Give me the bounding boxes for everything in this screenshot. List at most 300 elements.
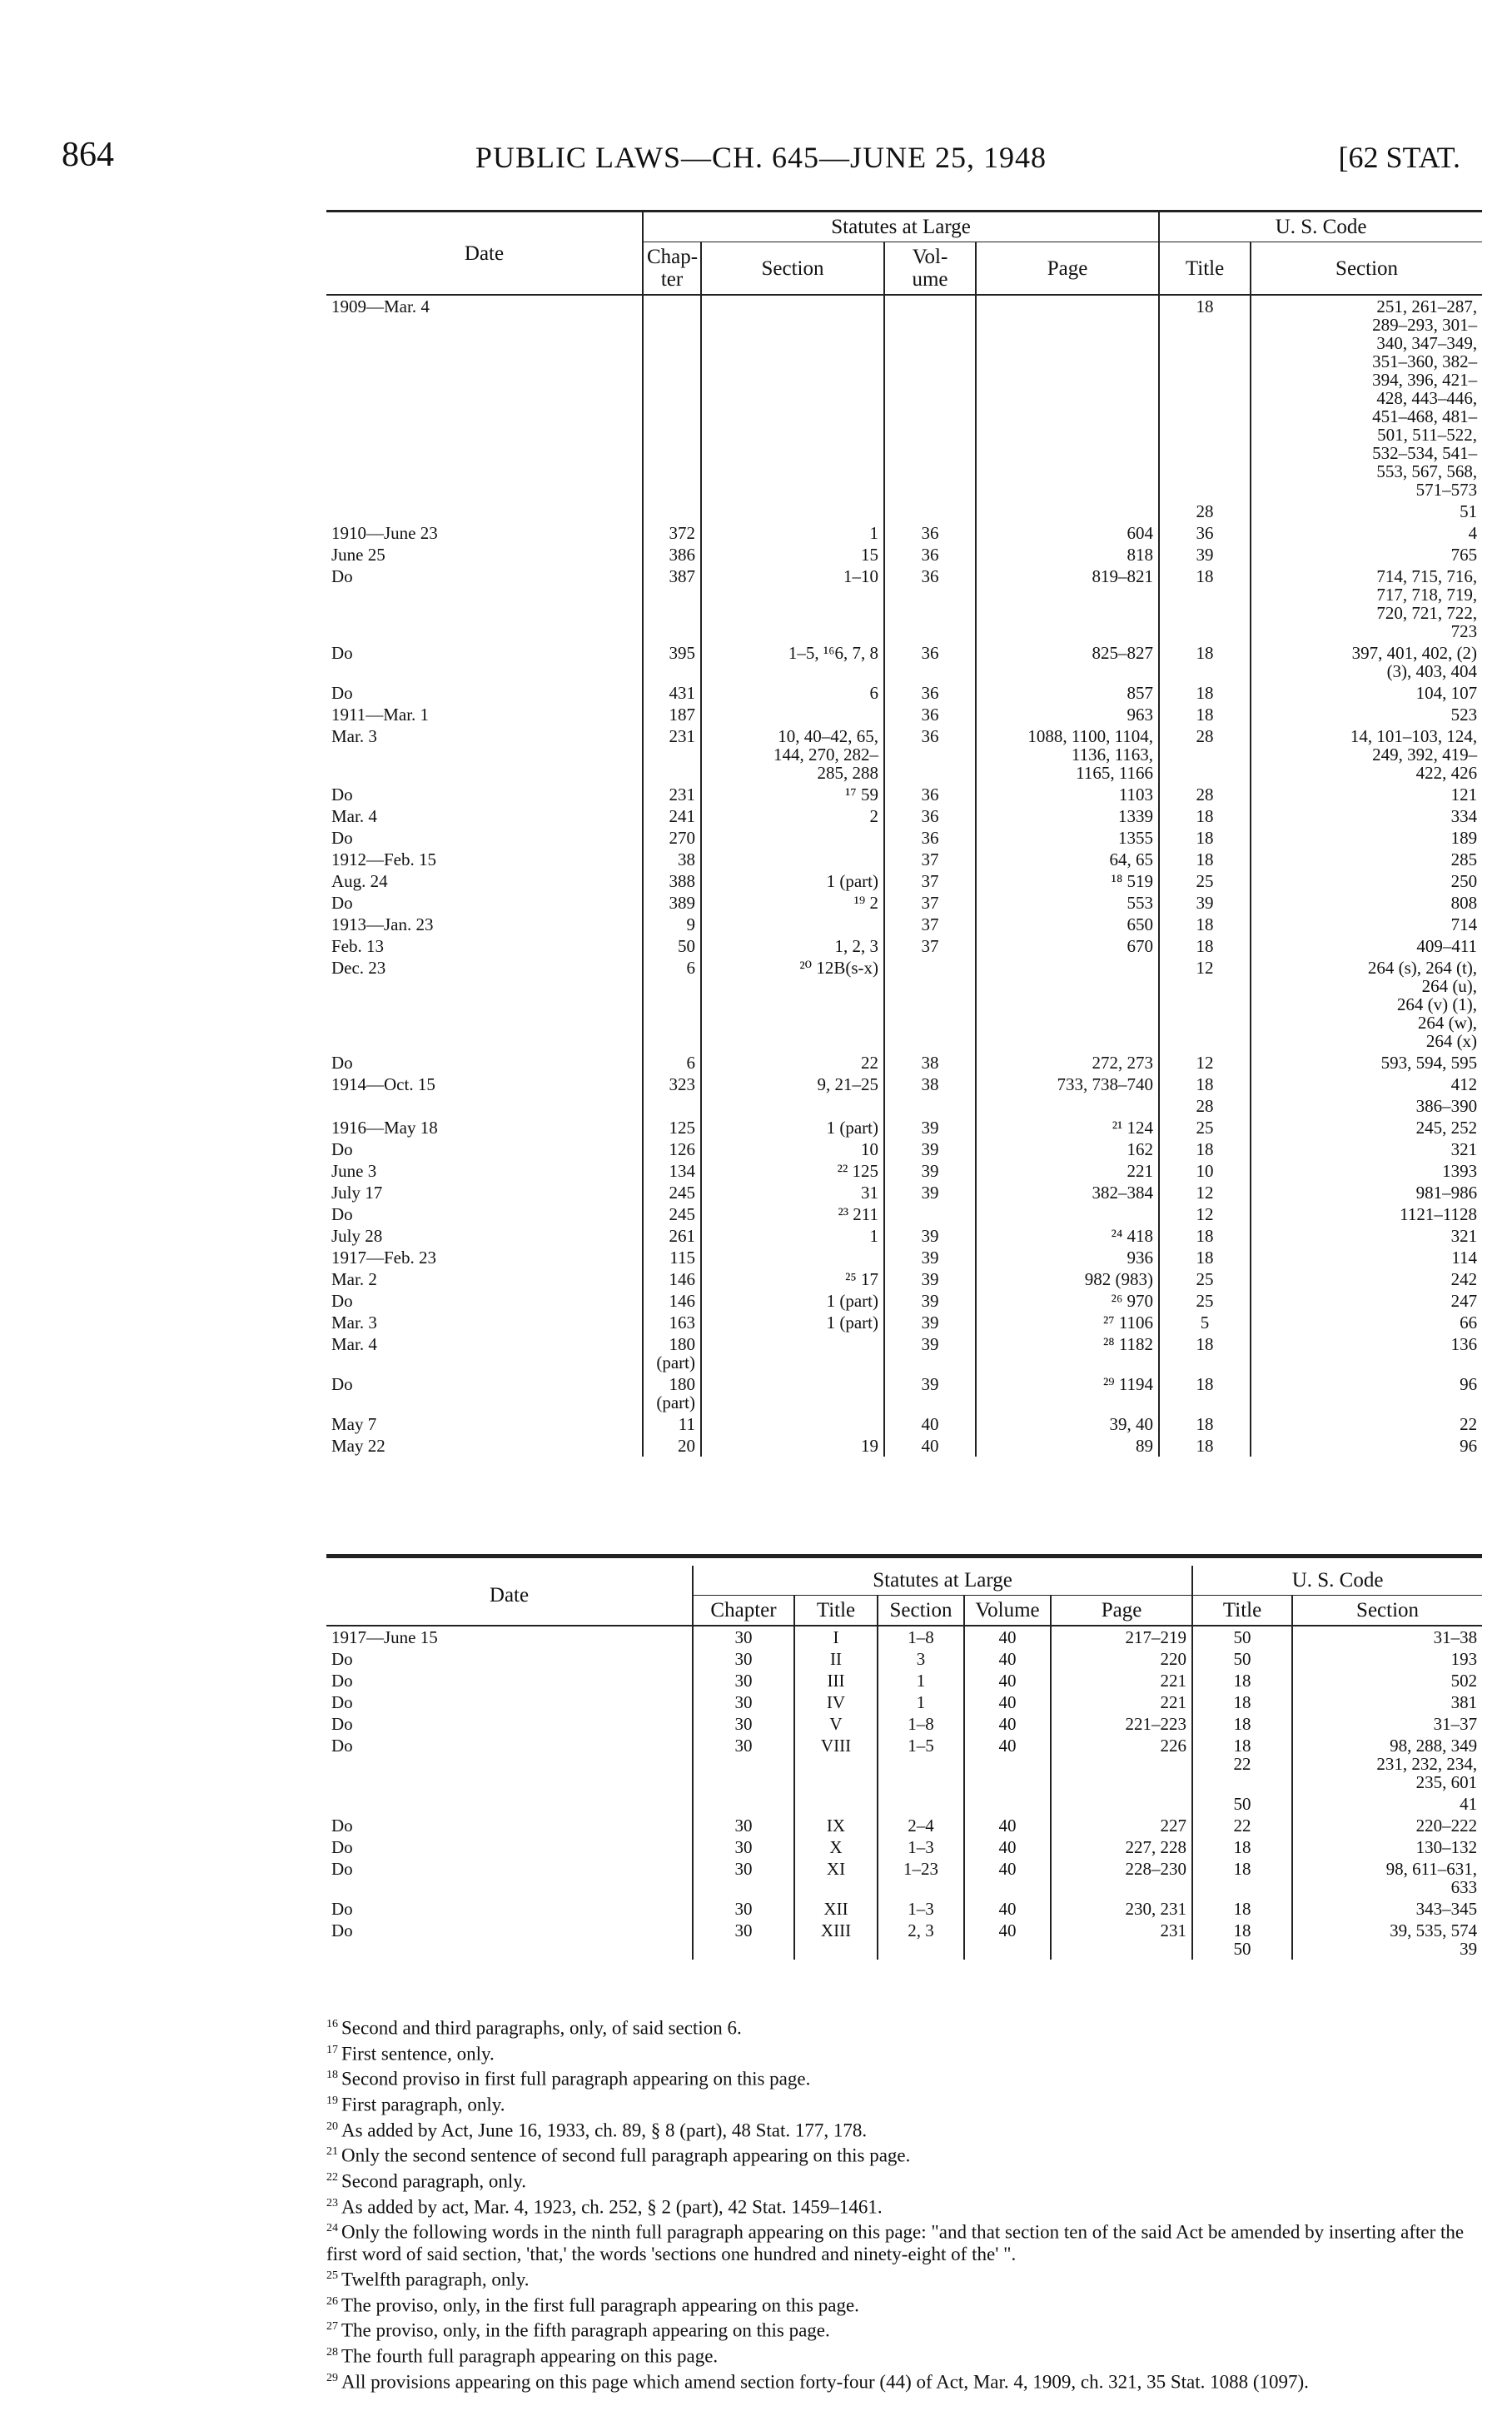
title-cell: 5 — [1159, 1312, 1251, 1333]
footnote-number: 27 — [326, 2320, 338, 2334]
volume-cell — [884, 295, 976, 501]
section-cell — [701, 827, 884, 849]
page-cell — [976, 1095, 1159, 1117]
date-cell: 1916—May 18 — [331, 1118, 438, 1138]
statutes-table-2-body — [326, 1626, 1482, 1960]
header-us-code: U. S. Code — [1159, 212, 1482, 242]
code-section-cell: 220–222 — [1292, 1815, 1482, 1836]
code-section-cell: 409–411 — [1251, 935, 1482, 957]
footnote-text: The fourth full paragraph appearing on this page. — [341, 2345, 719, 2367]
table-row — [326, 914, 1482, 935]
chapter-cell: 30 — [693, 1670, 794, 1691]
page-cell — [976, 957, 1159, 1052]
date-cell — [326, 1793, 693, 1815]
footnote — [326, 2065, 1484, 2090]
footnote — [326, 2090, 1484, 2116]
footnote-text: Second paragraph, only. — [341, 2170, 527, 2192]
table-row — [326, 1138, 1482, 1160]
table-row — [326, 1225, 1482, 1247]
page-cell: 230, 231 — [1051, 1898, 1192, 1920]
section-cell: 2 — [701, 805, 884, 827]
table-row — [326, 957, 1482, 1052]
page-cell: 227, 228 — [1051, 1836, 1192, 1858]
table-row — [326, 935, 1482, 957]
table-divider — [326, 1554, 1482, 1558]
table-row — [326, 544, 1482, 565]
date-cell: 1909—Mar. 4 — [331, 296, 430, 316]
page-cell: 936 — [976, 1247, 1159, 1268]
table-row — [326, 892, 1482, 914]
code-title-cell: 18 — [1192, 1836, 1292, 1858]
section-cell: 2, 3 — [878, 1920, 964, 1960]
title-cell: 18 — [1159, 1074, 1251, 1095]
code-section-cell: 334 — [1251, 805, 1482, 827]
page-number: 864 — [62, 136, 114, 174]
code-section-cell: 39, 535, 574 39 — [1292, 1920, 1482, 1960]
date-cell: Mar. 4 — [331, 1334, 377, 1354]
section-cell: ²⁰ 12B(s-x) — [701, 957, 884, 1052]
table-row — [326, 805, 1482, 827]
code-section-cell: 1121–1128 — [1251, 1203, 1482, 1225]
section-cell: 10, 40–42, 65, 144, 270, 282– 285, 288 — [701, 725, 884, 784]
title-cell: II — [794, 1648, 878, 1670]
page-cell — [1051, 1793, 1192, 1815]
code-title-cell: 50 — [1192, 1648, 1292, 1670]
footnote — [326, 2342, 1484, 2368]
title-cell: 18 — [1159, 565, 1251, 642]
page-cell: 553 — [976, 892, 1159, 914]
code-section-cell: 1393 — [1251, 1160, 1482, 1182]
page-cell: 382–384 — [976, 1182, 1159, 1203]
code-section-cell: 412 — [1251, 1074, 1482, 1095]
date-cell: Do — [331, 1053, 353, 1073]
chapter-cell: 270 — [643, 827, 701, 849]
title-cell: 18 — [1159, 1247, 1251, 1268]
section-cell: 1 (part) — [701, 1117, 884, 1138]
section-cell: 1 (part) — [701, 870, 884, 892]
header-title: Title — [794, 1596, 878, 1626]
code-section-cell: 381 — [1292, 1691, 1482, 1713]
page-cell: 228–230 — [1051, 1858, 1192, 1898]
chapter-cell: 6 — [643, 957, 701, 1052]
chapter-cell: 125 — [643, 1117, 701, 1138]
chapter-cell: 231 — [643, 784, 701, 805]
volume-cell: 40 — [884, 1435, 976, 1457]
chapter-cell: 387 — [643, 565, 701, 642]
footnote-text: Second and third paragraphs, only, of said section 6. — [341, 2017, 742, 2039]
footnote — [326, 2193, 1484, 2219]
chapter-cell: 187 — [643, 704, 701, 725]
table-row — [326, 725, 1482, 784]
code-section-cell: 22 — [1251, 1413, 1482, 1435]
date-cell: Do — [331, 1859, 353, 1879]
table-row — [326, 1074, 1482, 1095]
chapter-cell: 180 (part) — [643, 1333, 701, 1373]
date-cell: 1911—Mar. 1 — [331, 705, 430, 725]
chapter-cell: 146 — [643, 1268, 701, 1290]
chapter-cell: 241 — [643, 805, 701, 827]
section-cell: 1–5, ¹⁶6, 7, 8 — [701, 642, 884, 682]
footnote-number: 29 — [326, 2371, 338, 2384]
chapter-cell: 389 — [643, 892, 701, 914]
date-cell: July 17 — [331, 1183, 383, 1203]
code-section-cell: 66 — [1251, 1312, 1482, 1333]
footnote-number: 23 — [326, 2196, 338, 2209]
volume-cell — [964, 1793, 1051, 1815]
code-section-cell: 136 — [1251, 1333, 1482, 1373]
footnote-number: 22 — [326, 2170, 338, 2184]
page-cell: ²¹ 124 — [976, 1117, 1159, 1138]
volume-cell: 40 — [964, 1713, 1051, 1735]
volume-cell: 40 — [964, 1648, 1051, 1670]
page-cell — [976, 1203, 1159, 1225]
table-row — [326, 1898, 1482, 1920]
section-cell — [701, 1247, 884, 1268]
code-section-cell: 31–38 — [1292, 1626, 1482, 1648]
page-cell: ²⁹ 1194 — [976, 1373, 1159, 1413]
page-cell: 963 — [976, 704, 1159, 725]
volume-cell: 36 — [884, 827, 976, 849]
code-section-cell: 96 — [1251, 1373, 1482, 1413]
chapter-cell — [693, 1793, 794, 1815]
section-cell: 1 — [701, 1225, 884, 1247]
section-cell: 10 — [701, 1138, 884, 1160]
footnote — [326, 2116, 1484, 2142]
code-section-cell: 714 — [1251, 914, 1482, 935]
title-cell: 12 — [1159, 1052, 1251, 1074]
volume-cell: 40 — [964, 1898, 1051, 1920]
page-cell: 670 — [976, 935, 1159, 957]
section-cell: 1–23 — [878, 1858, 964, 1898]
footnote-text: First paragraph, only. — [341, 2094, 505, 2115]
title-cell: 18 — [1159, 1138, 1251, 1160]
section-cell — [701, 295, 884, 501]
chapter-cell — [643, 501, 701, 522]
title-cell: 25 — [1159, 870, 1251, 892]
section-cell — [701, 704, 884, 725]
chapter-cell: 20 — [643, 1435, 701, 1457]
page-cell: 1088, 1100, 1104, 1136, 1163, 1165, 1166 — [976, 725, 1159, 784]
table-row — [326, 1290, 1482, 1312]
section-cell: 1–3 — [878, 1836, 964, 1858]
date-cell: Do — [331, 1920, 353, 1940]
page-cell — [976, 295, 1159, 501]
code-title-cell: 18 22 — [1192, 1735, 1292, 1793]
header-page: Page — [1051, 1596, 1192, 1626]
code-section-cell: 397, 401, 402, (2) (3), 403, 404 — [1251, 642, 1482, 682]
code-section-cell: 502 — [1292, 1670, 1482, 1691]
date-cell: Mar. 4 — [331, 806, 377, 826]
chapter-cell: 30 — [693, 1648, 794, 1670]
title-cell: 12 — [1159, 1203, 1251, 1225]
chapter-cell: 30 — [693, 1898, 794, 1920]
code-section-cell: 242 — [1251, 1268, 1482, 1290]
date-cell: June 25 — [331, 545, 385, 565]
title-cell: 18 — [1159, 1435, 1251, 1457]
statutes-table-1 — [326, 210, 1482, 1457]
code-title-cell: 22 — [1192, 1815, 1292, 1836]
chapter-cell: 388 — [643, 870, 701, 892]
section-cell — [701, 1333, 884, 1373]
chapter-cell: 372 — [643, 522, 701, 544]
page-cell: 1355 — [976, 827, 1159, 849]
date-cell: Do — [331, 1374, 353, 1394]
header-date: Date — [326, 1566, 693, 1626]
date-cell: Mar. 3 — [331, 726, 377, 746]
page-cell: 733, 738–740 — [976, 1074, 1159, 1095]
title-cell: IV — [794, 1691, 878, 1713]
page-cell: 64, 65 — [976, 849, 1159, 870]
title-cell: 28 — [1159, 1095, 1251, 1117]
volume-cell: 40 — [964, 1815, 1051, 1836]
chapter-cell: 323 — [643, 1074, 701, 1095]
header-page: Page — [976, 242, 1159, 296]
table-row — [326, 1413, 1482, 1435]
section-cell: 1–10 — [701, 565, 884, 642]
header-section: Section — [878, 1596, 964, 1626]
code-section-cell: 121 — [1251, 784, 1482, 805]
date-cell: Do — [331, 1837, 353, 1857]
chapter-cell: 245 — [643, 1182, 701, 1203]
table-row — [326, 1648, 1482, 1670]
table-row — [326, 501, 1482, 522]
chapter-cell: 431 — [643, 682, 701, 704]
chapter-cell: 134 — [643, 1160, 701, 1182]
section-cell: 1–8 — [878, 1626, 964, 1648]
footnote — [326, 2368, 1484, 2394]
footnote-text: All provisions appearing on this page which amend section forty-four (44) of Act, Mar. 4, 1909, ch. 321, 35 Stat. 1088 (1097). — [341, 2371, 1309, 2393]
volume-cell: 36 — [884, 704, 976, 725]
volume-cell: 40 — [964, 1858, 1051, 1898]
title-cell: IX — [794, 1815, 878, 1836]
date-cell: Mar. 2 — [331, 1269, 377, 1289]
header-code-title: Title — [1192, 1596, 1292, 1626]
date-cell: 1912—Feb. 15 — [331, 849, 436, 869]
date-cell: 1917—June 15 — [331, 1627, 438, 1647]
title-cell: 18 — [1159, 935, 1251, 957]
footnote — [326, 2014, 1484, 2040]
page-cell: 227 — [1051, 1815, 1192, 1836]
chapter-cell: 50 — [643, 935, 701, 957]
table-row — [326, 1626, 1482, 1648]
chapter-cell: 163 — [643, 1312, 701, 1333]
footnotes — [326, 2014, 1484, 2393]
table-row — [326, 784, 1482, 805]
volume-cell: 39 — [884, 1373, 976, 1413]
footnote-text: As added by Act, June 16, 1933, ch. 89, § 8 (part), 48 Stat. 177, 178. — [341, 2120, 868, 2141]
chapter-cell — [643, 295, 701, 501]
volume-cell: 36 — [884, 642, 976, 682]
table-row — [326, 1203, 1482, 1225]
title-cell: 28 — [1159, 725, 1251, 784]
volume-cell: 36 — [884, 725, 976, 784]
date-cell: Do — [331, 1671, 353, 1691]
table-row — [326, 849, 1482, 870]
volume-cell: 40 — [964, 1691, 1051, 1713]
chapter-cell: 146 — [643, 1290, 701, 1312]
page-cell: 221–223 — [1051, 1713, 1192, 1735]
code-section-cell: 343–345 — [1292, 1898, 1482, 1920]
section-cell — [701, 914, 884, 935]
date-cell: Dec. 23 — [331, 958, 386, 978]
chapter-cell: 30 — [693, 1713, 794, 1735]
title-cell: X — [794, 1836, 878, 1858]
table-row — [326, 1435, 1482, 1457]
page-cell: 818 — [976, 544, 1159, 565]
footnote-text: Second proviso in first full paragraph appearing on this page. — [341, 2068, 811, 2090]
date-cell: Do — [331, 1899, 353, 1919]
code-title-cell: 18 — [1192, 1858, 1292, 1898]
code-section-cell: 98, 611–631, 633 — [1292, 1858, 1482, 1898]
code-section-cell: 714, 715, 716, 717, 718, 719, 720, 721, 722, 723 — [1251, 565, 1482, 642]
volume-cell: 37 — [884, 892, 976, 914]
footnote-number: 26 — [326, 2294, 338, 2308]
title-cell: 39 — [1159, 544, 1251, 565]
section-cell — [701, 849, 884, 870]
chapter-cell: 30 — [693, 1836, 794, 1858]
title-cell: XI — [794, 1858, 878, 1898]
table-row — [326, 522, 1482, 544]
section-cell — [878, 1793, 964, 1815]
volume-cell: 39 — [884, 1182, 976, 1203]
footnote-text: The proviso, only, in the fifth paragraph appearing on this page. — [341, 2319, 830, 2341]
header-statutes-at-large: Statutes at Large — [643, 212, 1159, 242]
header-code-section: Section — [1292, 1596, 1482, 1626]
title-cell — [794, 1793, 878, 1815]
code-section-cell: 593, 594, 595 — [1251, 1052, 1482, 1074]
table-row — [326, 1052, 1482, 1074]
table-row — [326, 1373, 1482, 1413]
page-cell: 604 — [976, 522, 1159, 544]
chapter-cell: 6 — [643, 1052, 701, 1074]
page-cell: 221 — [1051, 1670, 1192, 1691]
page-cell: 982 (983) — [976, 1268, 1159, 1290]
title-cell: 18 — [1159, 1413, 1251, 1435]
chapter-cell: 115 — [643, 1247, 701, 1268]
title-cell: 18 — [1159, 1373, 1251, 1413]
chapter-cell: 38 — [643, 849, 701, 870]
volume-cell: 36 — [884, 682, 976, 704]
table-row — [326, 1247, 1482, 1268]
footnote-text: As added by act, Mar. 4, 1923, ch. 252, § 2 (part), 42 Stat. 1459–1461. — [341, 2196, 883, 2218]
code-title-cell: 18 50 — [1192, 1920, 1292, 1960]
footnote-number: 21 — [326, 2145, 338, 2159]
volume-cell: 36 — [884, 805, 976, 827]
page-cell: 39, 40 — [976, 1413, 1159, 1435]
date-cell: Do — [331, 566, 353, 586]
title-cell: 18 — [1159, 805, 1251, 827]
date-cell: Do — [331, 828, 353, 848]
table-row — [326, 1713, 1482, 1735]
date-cell: Do — [331, 785, 353, 805]
section-cell: ¹⁹ 2 — [701, 892, 884, 914]
title-cell: 18 — [1159, 295, 1251, 501]
section-cell: 1–5 — [878, 1735, 964, 1793]
date-cell: 1913—Jan. 23 — [331, 914, 434, 934]
volume-cell: 39 — [884, 1117, 976, 1138]
code-title-cell: 18 — [1192, 1670, 1292, 1691]
statute-reference: [62 STAT. — [1338, 141, 1460, 174]
date-cell: Do — [331, 1816, 353, 1836]
chapter-cell: 30 — [693, 1691, 794, 1713]
code-section-cell: 41 — [1292, 1793, 1482, 1815]
date-cell: Do — [331, 1649, 353, 1669]
footnote-number: 17 — [326, 2043, 338, 2056]
table-row — [326, 295, 1482, 501]
volume-cell — [884, 1203, 976, 1225]
table-row — [326, 1333, 1482, 1373]
table-row — [326, 1735, 1482, 1793]
title-cell: 12 — [1159, 957, 1251, 1052]
table-row — [326, 1268, 1482, 1290]
table-row — [326, 682, 1482, 704]
title-cell: I — [794, 1626, 878, 1648]
code-section-cell: 114 — [1251, 1247, 1482, 1268]
title-cell: 18 — [1159, 914, 1251, 935]
page-cell: 217–219 — [1051, 1626, 1192, 1648]
footnote-text: First sentence, only. — [341, 2043, 495, 2065]
chapter-cell: 30 — [693, 1735, 794, 1793]
volume-cell: 39 — [884, 1290, 976, 1312]
title-cell: 18 — [1159, 704, 1251, 725]
footnote-text: The proviso, only, in the first full paragraph appearing on this page. — [341, 2294, 859, 2316]
code-title-cell: 18 — [1192, 1713, 1292, 1735]
title-cell: 28 — [1159, 501, 1251, 522]
chapter-cell: 245 — [643, 1203, 701, 1225]
table-row — [326, 1858, 1482, 1898]
volume-cell: 39 — [884, 1138, 976, 1160]
title-cell: 18 — [1159, 1225, 1251, 1247]
date-cell: Do — [331, 1291, 353, 1311]
title-cell: 12 — [1159, 1182, 1251, 1203]
footnote-number: 20 — [326, 2120, 338, 2133]
code-section-cell: 104, 107 — [1251, 682, 1482, 704]
footnote — [326, 2218, 1484, 2265]
footnote — [326, 2141, 1484, 2167]
title-cell: III — [794, 1670, 878, 1691]
section-cell — [701, 1413, 884, 1435]
code-section-cell: 96 — [1251, 1435, 1482, 1457]
date-cell: Do — [331, 643, 353, 663]
footnote — [326, 2316, 1484, 2342]
statutes-table-1-body — [326, 295, 1482, 1457]
section-cell: ²³ 211 — [701, 1203, 884, 1225]
section-cell: ²⁵ 17 — [701, 1268, 884, 1290]
date-cell — [326, 501, 643, 522]
date-cell: 1914—Oct. 15 — [331, 1074, 435, 1094]
title-cell: 28 — [1159, 784, 1251, 805]
date-cell: Do — [331, 1736, 353, 1756]
code-section-cell: 51 — [1251, 501, 1482, 522]
section-cell: 1 — [878, 1670, 964, 1691]
section-cell: 1–8 — [878, 1713, 964, 1735]
header-title: Title — [1159, 242, 1251, 296]
code-title-cell: 18 — [1192, 1691, 1292, 1713]
section-cell — [701, 1095, 884, 1117]
volume-cell: 39 — [884, 1247, 976, 1268]
chapter-cell: 9 — [643, 914, 701, 935]
volume-cell: 39 — [884, 1160, 976, 1182]
code-section-cell: 4 — [1251, 522, 1482, 544]
chapter-cell: 395 — [643, 642, 701, 682]
chapter-cell: 11 — [643, 1413, 701, 1435]
date-cell: Do — [331, 1692, 353, 1712]
volume-cell: 36 — [884, 565, 976, 642]
volume-cell: 40 — [964, 1626, 1051, 1648]
title-cell: 18 — [1159, 1333, 1251, 1373]
page-cell: 1103 — [976, 784, 1159, 805]
volume-cell: 37 — [884, 935, 976, 957]
